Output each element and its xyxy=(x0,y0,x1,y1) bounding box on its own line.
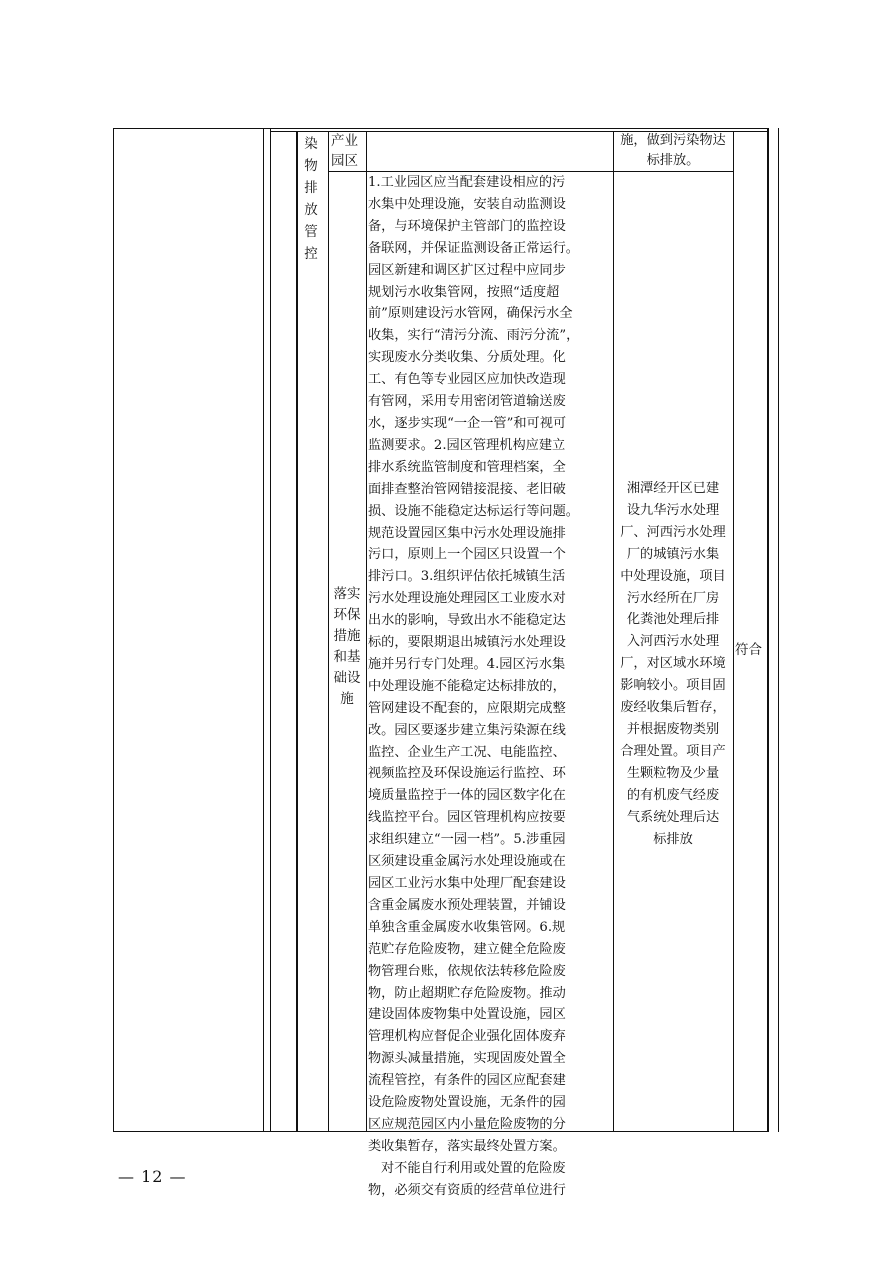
requirement-line: 物管理台账，依规依法转移危险废 xyxy=(368,963,566,979)
page-number: — 12 — xyxy=(118,1167,187,1186)
requirement-text xyxy=(368,172,612,1202)
project-line: 厂、河西污水处理 xyxy=(620,524,726,540)
category-char: 放 xyxy=(304,202,318,218)
category-char: 染 xyxy=(304,136,318,152)
project-line: 气系统处理后达 xyxy=(626,809,720,825)
category-vertical-text xyxy=(299,133,323,265)
requirement-line: 水，逐步实现“一企一管”和可视可 xyxy=(368,415,567,431)
category-char: 控 xyxy=(304,246,318,262)
previous-project-text: 施，做到污染物达标排放。 xyxy=(620,133,726,168)
requirement-line: 物，必须交有资质的经营单位进行 xyxy=(368,1182,566,1198)
requirement-line: 1.工业园区应当配套建设相应的污 xyxy=(368,175,566,190)
project-line: 化粪池处理后排 xyxy=(626,612,720,628)
subcategory-cell xyxy=(331,131,361,171)
requirement-line: 出水的影响，导致出水不能稳定达 xyxy=(368,613,566,629)
requirement-line: 排水系统监管制度和管理档案，全 xyxy=(368,459,566,475)
project-line: 入河西污水处理 xyxy=(626,634,720,650)
requirement-line: 面排查整治管网错接混接、老旧破 xyxy=(368,481,566,497)
requirement-line: 水集中处理设施，安装自动监测设 xyxy=(368,196,566,212)
project-line: 厂的城镇污水集 xyxy=(626,546,720,562)
requirement-line: 物，防止超期贮存危险废物。推动 xyxy=(368,985,566,1001)
requirement-line: 污水处理设施处理园区工业废水对 xyxy=(368,591,566,607)
requirement-line: 境质量监控于一体的园区数字化在 xyxy=(368,788,566,804)
requirement-line: 中处理设施不能稳定达标排放的， xyxy=(368,678,566,694)
requirement-line: 备，与环境保护主管部门的监控设 xyxy=(368,218,566,234)
project-line: 的有机废气经废 xyxy=(626,787,720,803)
requirement-line: 含重金属废水预处理装置，并铺设 xyxy=(368,897,566,913)
project-line: 废经收集后暂存， xyxy=(620,700,726,716)
requirement-line: 流程管控，有条件的园区应配套建 xyxy=(368,1073,566,1089)
requirement-line: 排污口。3.组织评估依托城镇生活 xyxy=(368,569,566,585)
requirement-line: 工、有色等专业园区应加快改造现 xyxy=(368,372,566,388)
requirement-line: 视频监控及环保设施运行监控、环 xyxy=(368,766,566,782)
measure-label: 落实环保措施和基础设施 xyxy=(333,586,361,707)
previous-project-cell xyxy=(616,131,730,171)
category-char: 管 xyxy=(304,224,318,240)
category-char: 物 xyxy=(304,158,318,174)
requirement-line: 前”原则建设污水管网，确保污水全 xyxy=(368,306,573,322)
requirement-line: 单独含重金属废水收集管网。6.规 xyxy=(368,919,566,935)
requirement-line: 有管网，采用专用密闭管道输送废 xyxy=(368,394,566,410)
project-line: 厂，对区域水环境 xyxy=(620,656,726,672)
project-line: 影响较小。项目固 xyxy=(620,678,726,694)
project-line: 生颗粒物及少量 xyxy=(626,765,720,781)
requirement-line: 污口，原则上一个园区只设置一个 xyxy=(368,547,566,563)
requirement-line: 规范设置园区集中污水处理设施排 xyxy=(368,525,566,541)
requirement-line: 求组织建立“一园一档”。5.涉重园 xyxy=(368,832,566,848)
requirement-line: 园区工业污水集中处理厂配套建设 xyxy=(368,876,566,891)
requirement-line: 监测要求。2.园区管理机构应建立 xyxy=(368,437,566,453)
conformity-cell xyxy=(735,640,767,662)
requirement-line: 管理机构应督促企业强化固体废弃 xyxy=(368,1029,566,1045)
project-line: 设九华污水处理 xyxy=(626,502,720,518)
requirement-line: 标的，要限期退出城镇污水处理设 xyxy=(368,635,566,651)
project-line: 中处理设施，项目 xyxy=(620,568,726,584)
requirement-line: 线监控平台。园区管理机构应按要 xyxy=(368,810,566,826)
requirement-line: 实现废水分类收集、分质处理。化 xyxy=(368,350,566,366)
requirement-line: 区应规范园区内小量危险废物的分 xyxy=(368,1116,566,1132)
project-line: 标排放 xyxy=(653,831,693,847)
project-line: 污水经所在厂房 xyxy=(626,590,720,606)
requirement-line: 类收集暂存，落实最终处置方案。 xyxy=(368,1138,566,1154)
category-char: 排 xyxy=(304,180,318,196)
requirement-line: 范贮存危险废物，建立健全危险废 xyxy=(368,941,566,957)
requirement-line: 监控、企业生产工况、电能监控、 xyxy=(368,744,566,760)
requirement-line: 收集，实行“清污分流、雨污分流”， xyxy=(368,328,580,344)
requirement-line: 管网建设不配套的，应限期完成整 xyxy=(368,700,566,716)
conformity-value: 符合 xyxy=(735,642,762,658)
requirement-line: 改。园区要逐步建立集污染源在线 xyxy=(368,722,566,738)
project-line: 湘潭经开区已建 xyxy=(626,481,720,496)
subcategory-label: 产业园区 xyxy=(331,133,358,169)
requirement-line: 园区新建和调区扩区过程中应同步 xyxy=(368,262,566,278)
measure-label-cell xyxy=(330,584,364,710)
project-line: 合理处置。项目产 xyxy=(620,743,726,759)
requirement-line: 施并另行专门处理。4.园区污水集 xyxy=(368,656,566,672)
requirement-line: 备联网，并保证监测设备正常运行。 xyxy=(368,240,579,256)
requirement-line: 物源头减量措施，实现固废处置全 xyxy=(368,1051,566,1067)
requirement-line: 损、设施不能稳定达标运行等问题。 xyxy=(368,503,579,519)
requirement-line: 对不能自行利用或处置的危险废 xyxy=(381,1160,566,1176)
requirement-line: 规划污水收集管网，按照“适度超 xyxy=(368,284,560,300)
project-situation-cell xyxy=(613,478,733,850)
requirement-line: 设危险废物处置设施，无条件的园 xyxy=(368,1095,566,1111)
requirement-line: 建设固体废物集中处置设施，园区 xyxy=(368,1007,566,1023)
requirement-line: 区须建设重金属污水处理设施或在 xyxy=(368,854,566,870)
project-line: 并根据废物类别 xyxy=(626,721,720,737)
